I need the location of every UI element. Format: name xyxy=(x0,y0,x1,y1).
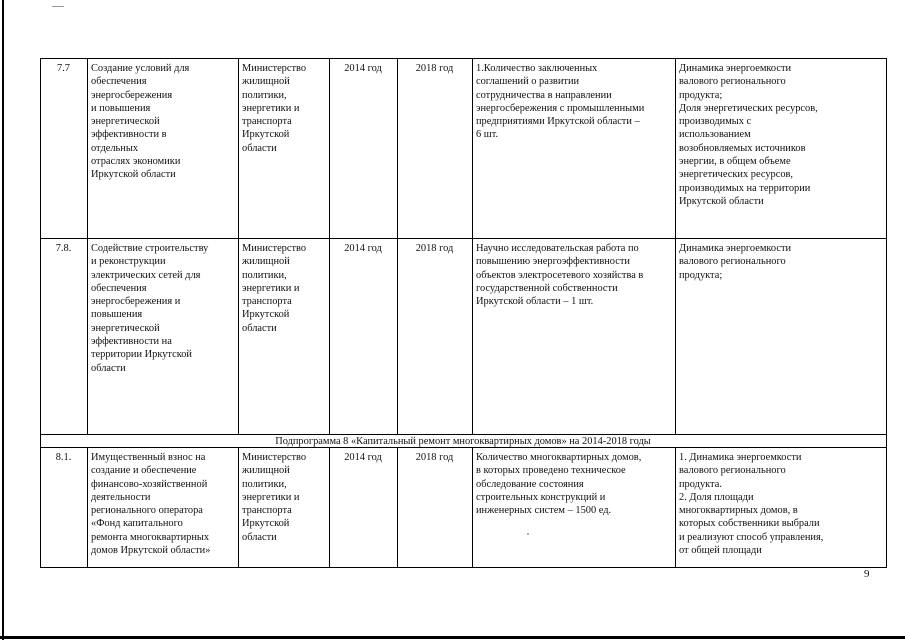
cell-line: Динамика энергоемкости xyxy=(679,63,792,74)
cell-line: области xyxy=(91,362,126,374)
cell-target-indicators xyxy=(679,242,882,282)
cell-line: жилищной xyxy=(242,256,290,268)
cell-expected-result xyxy=(476,242,671,308)
subprogram-heading: Подпрограмма 8 «Капитальный ремонт многоквартирных домов» на 2014-2018 годы xyxy=(275,436,651,447)
table-vline xyxy=(87,58,88,434)
cell-line: 1. Динамика энергоемкости xyxy=(679,452,802,463)
table-hline xyxy=(40,567,887,568)
cell-line: энергосбережения xyxy=(91,89,173,101)
cell-executor xyxy=(242,242,325,335)
cell-line: территории Иркутской xyxy=(91,349,192,361)
cell-line: домов Иркутской области» xyxy=(91,545,211,557)
cell-line: транспорта xyxy=(242,116,292,128)
table-vline xyxy=(397,447,398,568)
cell-line: сотрудничества в направлении xyxy=(476,89,612,101)
scan-speck xyxy=(527,533,529,535)
cell-line: жилищной xyxy=(242,76,290,88)
cell-line: энергетических ресурсов, xyxy=(679,169,794,181)
cell-line: Министерство xyxy=(242,243,307,254)
cell-line: финансово-хозяйственной xyxy=(91,478,208,490)
cell-line: энергосбережения с промышленными xyxy=(476,102,645,114)
cell-line: продукта. xyxy=(679,478,722,490)
cell-line: в которых проведено техническое xyxy=(476,465,626,477)
table-hline xyxy=(40,238,887,239)
cell-line: инженерных систем – 1500 ед. xyxy=(476,505,612,517)
cell-executor xyxy=(242,62,325,155)
cell-line: продукта; xyxy=(679,89,723,101)
table-vline xyxy=(886,58,887,568)
cell-end-year: 2018 год xyxy=(415,243,454,254)
table-vline xyxy=(238,58,239,434)
cell-line: транспорта xyxy=(242,505,292,517)
cell-line: энергетической xyxy=(91,116,160,128)
page-frame-bottom xyxy=(0,636,905,639)
cell-line: соглашений о развитии xyxy=(476,76,580,88)
cell-line: Министерство xyxy=(242,63,307,74)
cell-line: валового регионального xyxy=(679,256,786,268)
cell-line: области xyxy=(242,142,277,154)
table-vline xyxy=(40,58,41,568)
table-vline xyxy=(472,447,473,568)
cell-line: валового регионального xyxy=(679,76,786,88)
table-vline xyxy=(329,447,330,568)
cell-row-number: 7.7 xyxy=(57,63,70,74)
cell-line: Имущественный взнос на xyxy=(91,452,206,463)
cell-line: которых собственники выбрали xyxy=(679,518,820,530)
cell-line: энергетики и xyxy=(242,282,300,294)
cell-line: объектов электросетевого хозяйства в xyxy=(476,269,644,281)
cell-line: обследование состояния xyxy=(476,478,584,490)
cell-expected-result xyxy=(476,451,671,517)
cell-line: Иркутской области – 1 шт. xyxy=(476,296,594,308)
cell-line: энергии, в общем объеме xyxy=(679,156,791,168)
cell-measure-name xyxy=(91,242,234,375)
cell-line: области xyxy=(242,531,277,543)
cell-line: эффективности на xyxy=(91,336,172,348)
cell-line: Иркутской области xyxy=(679,195,764,207)
table-vline xyxy=(87,447,88,568)
cell-executor xyxy=(242,451,325,544)
table-vline xyxy=(472,58,473,434)
cell-line: Иркутской xyxy=(242,309,290,321)
cell-line: транспорта xyxy=(242,296,292,308)
cell-line: политики, xyxy=(242,269,287,281)
cell-line: повышению энергоэффективности xyxy=(476,256,630,268)
cell-line: ремонта многоквартирных xyxy=(91,531,210,543)
cell-line: электрических сетей для xyxy=(91,269,201,281)
cell-line: политики, xyxy=(242,89,287,101)
cell-start-year: 2014 год xyxy=(344,243,382,254)
cell-line: предприятиями Иркутской области – xyxy=(476,116,640,128)
cell-line: Министерство xyxy=(242,452,307,463)
cell-row-number: 7.8. xyxy=(55,243,72,254)
page-frame-left xyxy=(2,0,4,640)
cell-line: производимых с xyxy=(679,116,752,128)
cell-line: Иркутской области xyxy=(91,169,176,181)
cell-line: производимых на территории xyxy=(679,182,811,194)
cell-line: Количество многоквартирных домов, xyxy=(476,452,642,463)
cell-line: эффективности в xyxy=(91,129,167,141)
cell-line: Научно исследовательская работа по xyxy=(476,243,639,254)
cell-line: и реализуют способ управления, xyxy=(679,531,824,543)
cell-line: от общей площади xyxy=(679,545,762,557)
cell-end-year: 2018 год xyxy=(415,452,454,463)
cell-line: строительных конструкций и xyxy=(476,491,606,503)
cell-start-year: 2014 год xyxy=(344,63,382,74)
cell-line: государственной собственности xyxy=(476,282,618,294)
cell-line: Иркутской xyxy=(242,129,290,141)
cell-end-year: 2018 год xyxy=(415,63,454,74)
table-vline xyxy=(397,58,398,434)
cell-line: и повышения xyxy=(91,102,151,114)
cell-line: и реконструкции xyxy=(91,256,166,268)
cell-line: многоквартирных домов, в xyxy=(679,505,798,517)
cell-line: создание и обеспечение xyxy=(91,465,197,477)
cell-line: обеспечения xyxy=(91,76,147,88)
scan-mark xyxy=(52,6,64,7)
cell-measure-name xyxy=(91,451,234,557)
cell-line: Содействие строительству xyxy=(91,243,209,254)
table-vline xyxy=(675,447,676,568)
cell-line: регионального оператора xyxy=(91,505,203,517)
cell-line: отдельных xyxy=(91,142,139,154)
cell-measure-name xyxy=(91,62,234,182)
cell-line: валового регионального xyxy=(679,465,786,477)
cell-line: деятельности xyxy=(91,491,151,503)
cell-line: Иркутской xyxy=(242,518,290,530)
cell-line: возобновляемых источников xyxy=(679,142,806,154)
cell-expected-result xyxy=(476,62,671,142)
cell-line: жилищной xyxy=(242,465,290,477)
cell-line: энергосбережения и xyxy=(91,296,181,308)
table-vline xyxy=(238,447,239,568)
cell-line: продукта; xyxy=(679,269,723,281)
cell-line: Динамика энергоемкости xyxy=(679,243,792,254)
cell-target-indicators xyxy=(679,451,882,557)
cell-line: энергетической xyxy=(91,322,160,334)
cell-line: «Фонд капитального xyxy=(91,518,183,530)
cell-line: обеспечения xyxy=(91,282,147,294)
cell-line: повышения xyxy=(91,309,143,321)
table-vline xyxy=(329,58,330,434)
cell-line: Создание условий для xyxy=(91,63,190,74)
cell-line: 2. Доля площади xyxy=(679,491,754,503)
table-hline xyxy=(40,58,887,59)
table-vline xyxy=(675,58,676,434)
cell-line: 6 шт. xyxy=(476,129,499,141)
cell-line: энергетики и xyxy=(242,491,300,503)
cell-line: области xyxy=(242,322,277,334)
cell-line: политики, xyxy=(242,478,287,490)
cell-start-year: 2014 год xyxy=(344,452,382,463)
cell-target-indicators xyxy=(679,62,882,208)
cell-line: энергетики и xyxy=(242,102,300,114)
cell-line: 1.Количество заключенных xyxy=(476,63,598,74)
cell-line: Доля энергетических ресурсов, xyxy=(679,102,818,114)
cell-line: отраслях экономики xyxy=(91,156,181,168)
page-number: 9 xyxy=(864,568,870,580)
cell-line: использованием xyxy=(679,129,751,141)
cell-row-number: 8.1. xyxy=(55,452,72,463)
